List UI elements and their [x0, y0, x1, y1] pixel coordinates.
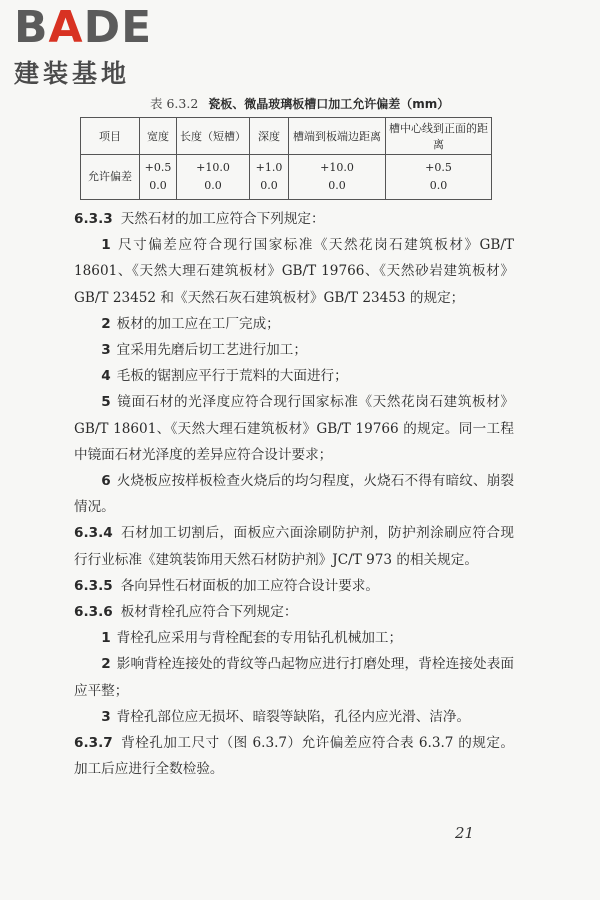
item-number: 2 — [101, 315, 111, 332]
list-item — [74, 704, 514, 730]
clause-text: 各向异性石材面板的加工应符合设计要求。 — [120, 577, 379, 594]
clause-number: 6.3.5 — [74, 577, 113, 594]
table-cell — [386, 155, 492, 200]
logo-letter-a: A — [48, 2, 84, 53]
item-text: 板材的加工应在工厂完成； — [116, 315, 280, 332]
table-cell — [140, 155, 177, 200]
list-item — [74, 232, 514, 311]
item-text: 背栓孔部位应无损坏、暗裂等缺陷，孔径内应光滑、洁净。 — [116, 708, 471, 725]
table-cell — [177, 155, 250, 200]
item-number: 1 — [101, 630, 111, 647]
list-item — [74, 651, 514, 703]
clause-number: 6.3.3 — [74, 211, 113, 227]
item-text: 火烧板应按样板检查火烧后的均匀程度，火烧石不得有暗纹、崩裂情况。 — [74, 473, 514, 516]
table-cell — [289, 155, 386, 200]
table-header-length: 长度（短槽） — [177, 118, 250, 155]
clause-text: 板材背栓孔应符合下列规定： — [120, 604, 298, 621]
table-caption — [150, 94, 580, 112]
item-number: 2 — [101, 656, 111, 673]
cell-upper: +10.0 — [196, 161, 230, 174]
clause-number: 6.3.6 — [74, 604, 113, 621]
cell-lower: 0.0 — [260, 179, 278, 192]
clause-6-3-6 — [74, 599, 514, 625]
list-item — [74, 389, 514, 468]
cell-lower: 0.0 — [204, 179, 222, 192]
item-number: 3 — [101, 708, 111, 725]
logo-letter-b: B — [14, 2, 49, 53]
item-number: 5 — [101, 394, 111, 411]
list-item — [74, 337, 514, 363]
tolerance-table — [80, 117, 492, 200]
cell-lower: 0.0 — [149, 179, 167, 192]
cell-lower: 0.0 — [328, 179, 346, 192]
table-caption-title: 瓷板、微晶玻璃板槽口加工允许偏差（mm） — [208, 97, 450, 111]
clause-6-3-7 — [74, 730, 514, 782]
item-text: 影响背栓连接处的背纹等凸起物应进行打磨处理，背栓连接处表面应平整； — [74, 656, 514, 699]
item-number: 3 — [101, 342, 111, 359]
item-text: 镜面石材的光泽度应符合现行国家标准《天然花岗石建筑板材》GB/T 18601、《天然大理石建筑板材》GB/T 19766 的规定。同一工程中镜面石材光泽度的差异应符合设计要求； — [74, 394, 514, 463]
clause-text: 天然石材的加工应符合下列规定： — [120, 211, 325, 227]
item-number: 1 — [101, 237, 111, 254]
logo — [14, 2, 194, 98]
table-header-depth: 深度 — [250, 118, 289, 155]
page-number: 21 — [455, 824, 475, 842]
item-text: 宜采用先磨后切工艺进行加工； — [116, 342, 307, 359]
item-text: 背栓孔应采用与背栓配套的专用钻孔机械加工； — [116, 630, 403, 647]
cell-upper: +0.5 — [425, 161, 452, 174]
table-row-label: 允许偏差 — [81, 155, 140, 200]
clause-6-3-4 — [74, 520, 514, 572]
list-item — [74, 311, 514, 337]
logo-wordmark — [14, 2, 194, 53]
cell-upper: +1.0 — [255, 161, 283, 174]
clause-text: 背栓孔加工尺寸（图 6.3.7）允许偏差应符合表 6.3.7 的规定。加工后应进行全数检验。 — [74, 735, 514, 778]
table-header-row — [81, 118, 492, 155]
cell-upper: +0.5 — [144, 161, 172, 174]
cell-lower: 0.0 — [429, 179, 448, 192]
item-number: 6 — [101, 473, 111, 490]
list-item — [74, 363, 514, 389]
list-item — [74, 625, 514, 651]
clause-6-3-3 — [74, 206, 514, 232]
table-header-width: 宽度 — [140, 118, 177, 155]
item-number: 4 — [101, 368, 111, 385]
table-row — [81, 155, 492, 200]
table-header-item: 项目 — [81, 118, 140, 155]
cell-upper: +10.0 — [320, 161, 354, 174]
item-text: 毛板的锯割应平行于荒料的大面进行； — [116, 368, 348, 385]
table-caption-number: 表 6.3.2 — [150, 96, 199, 111]
clause-number: 6.3.7 — [74, 735, 113, 752]
clause-text: 石材加工切割后，面板应六面涂刷防护剂，防护剂涂刷应符合现行行业标准《建筑装饰用天然石材防护剂》JC/T 973 的相关规定。 — [74, 525, 514, 568]
logo-letters-de: DE — [83, 2, 153, 53]
document-body — [74, 206, 514, 782]
logo-subtitle: 建装基地 — [14, 59, 131, 88]
clause-6-3-5 — [74, 573, 514, 599]
table-header-slot-center-distance: 槽中心线到正面的距离 — [386, 118, 492, 155]
clause-number: 6.3.4 — [74, 525, 113, 542]
item-text: 尺寸偏差应符合现行国家标准《天然花岗石建筑板材》GB/T 18601、《天然大理石建筑板材》GB/T 19766、《天然砂岩建筑板材》GB/T 23452 和《天然石灰石建筑板材》GB/T 23453 的规定； — [74, 237, 514, 306]
table-header-slot-edge-distance: 槽端到板端边距离 — [289, 118, 386, 155]
list-item — [74, 468, 514, 520]
table-cell — [250, 155, 289, 200]
